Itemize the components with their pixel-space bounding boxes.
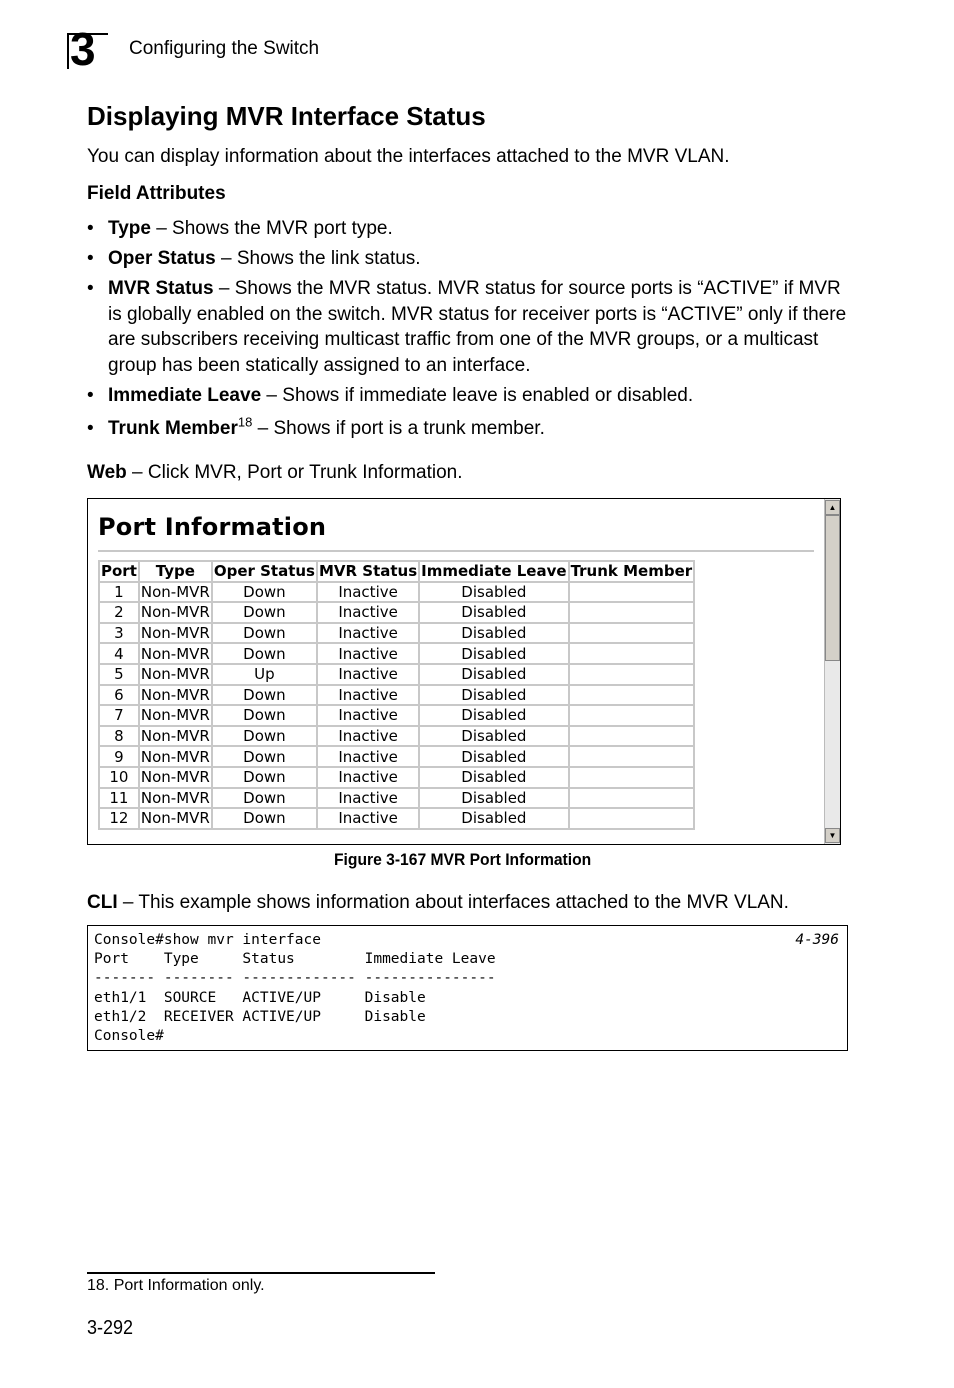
table-row bbox=[99, 643, 694, 664]
attribute-desc: – Shows if port is a trunk member. bbox=[252, 418, 545, 439]
cell-port: 12 bbox=[99, 808, 139, 829]
cell-mvr-status: Inactive bbox=[317, 767, 419, 788]
cell-oper-status: Down bbox=[212, 788, 317, 809]
cell-mvr-status: Inactive bbox=[317, 705, 419, 726]
cell-immediate-leave: Disabled bbox=[419, 602, 568, 623]
cell-trunk-member bbox=[569, 664, 695, 685]
cell-oper-status: Up bbox=[212, 664, 317, 685]
cell-port: 4 bbox=[99, 643, 139, 664]
cell-mvr-status: Inactive bbox=[317, 582, 419, 603]
attribute-mvr-status: • MVR Status – Shows the MVR status. MVR status for source ports is “ACTIVE” if MVR is globally enabled on the switch. MVR status for receiver ports is “ACTIVE” only if there are subscribers receiving multicast traffic from one of the MVR groups, or a multicast group has been statically assigned to an interface. bbox=[87, 278, 847, 376]
cli-label: CLI bbox=[87, 892, 118, 913]
section-title: Displaying MVR Interface Status bbox=[87, 101, 486, 131]
attribute-desc: – Shows the MVR port type. bbox=[150, 218, 393, 239]
cell-immediate-leave: Disabled bbox=[419, 767, 568, 788]
cell-type: Non-MVR bbox=[140, 727, 210, 746]
cell-mvr-status: Inactive bbox=[317, 602, 419, 623]
cell-type: Non-MVR bbox=[140, 809, 210, 828]
col-trunk-member: Trunk Member bbox=[570, 562, 693, 581]
table-row bbox=[99, 685, 694, 706]
figure-caption: Figure 3-167 MVR Port Information bbox=[334, 850, 592, 869]
attribute-term: Oper Status bbox=[108, 248, 216, 269]
title-divider bbox=[98, 550, 814, 552]
attribute-desc: – Shows the link status. bbox=[215, 248, 421, 269]
cell-immediate-leave: Disabled bbox=[419, 643, 568, 664]
port-table-body bbox=[99, 582, 694, 829]
attribute-list bbox=[87, 216, 857, 446]
port-table bbox=[98, 560, 695, 830]
attribute-term: Type bbox=[108, 218, 151, 239]
cell-type: Non-MVR bbox=[140, 788, 210, 807]
attribute-desc: – Shows the MVR status. MVR status for source ports is “ACTIVE” if MVR is globally enabled on the switch. MVR status for receiver ports is “ACTIVE” only if there are subscribers receiving multicast traffic from one of the MVR groups, or a multicast group has been statically assigned to an interface. bbox=[108, 278, 847, 376]
web-text: – Click MVR, Port or Trunk Information. bbox=[126, 462, 463, 483]
running-title: Configuring the Switch bbox=[129, 38, 320, 59]
cli-text: – This example shows information about interfaces attached to the MVR VLAN. bbox=[117, 892, 789, 913]
cell-type: Non-MVR bbox=[140, 768, 210, 787]
cell-oper-status: Down bbox=[212, 705, 317, 726]
chapter-number: 3 bbox=[70, 23, 96, 75]
cell-trunk-member bbox=[569, 746, 695, 767]
cell-type: Non-MVR bbox=[140, 665, 210, 684]
cell-type: Non-MVR bbox=[140, 624, 210, 643]
cell-trunk-member bbox=[569, 623, 695, 644]
cell-oper-status: Down bbox=[212, 808, 317, 829]
vertical-scrollbar[interactable] bbox=[824, 499, 840, 844]
cell-mvr-status: Inactive bbox=[317, 726, 419, 747]
footnote-divider bbox=[87, 1272, 435, 1274]
attribute-type: • Type – Shows the MVR port type. bbox=[87, 218, 393, 239]
scroll-thumb[interactable] bbox=[825, 515, 840, 661]
table-row bbox=[99, 767, 694, 788]
col-type: Type bbox=[139, 561, 212, 582]
cell-oper-status: Down bbox=[212, 602, 317, 623]
port-table-wrap bbox=[98, 560, 695, 830]
console-example bbox=[87, 925, 848, 1051]
cell-port: 6 bbox=[99, 685, 139, 706]
scroll-up-icon[interactable]: ▲ bbox=[825, 500, 840, 515]
cell-trunk-member bbox=[569, 788, 695, 809]
command-reference: 4-396 bbox=[795, 932, 839, 948]
cell-immediate-leave: Disabled bbox=[419, 808, 568, 829]
cell-immediate-leave: Disabled bbox=[419, 726, 568, 747]
port-information-title: Port Information bbox=[98, 513, 327, 541]
web-label: Web bbox=[87, 462, 127, 483]
cell-immediate-leave: Disabled bbox=[419, 582, 568, 603]
cell-oper-status: Down bbox=[212, 623, 317, 644]
cell-trunk-member bbox=[569, 808, 695, 829]
table-row bbox=[99, 602, 694, 623]
scroll-down-icon[interactable]: ▼ bbox=[825, 828, 840, 843]
cli-instruction bbox=[87, 892, 789, 914]
cell-type: Non-MVR bbox=[140, 603, 210, 622]
cell-port: 11 bbox=[99, 788, 139, 809]
cell-trunk-member bbox=[569, 582, 695, 603]
cell-oper-status: Down bbox=[212, 746, 317, 767]
cell-trunk-member bbox=[569, 685, 695, 706]
page-number: 3-292 bbox=[87, 1317, 134, 1339]
cell-trunk-member bbox=[569, 705, 695, 726]
cell-type: Non-MVR bbox=[140, 685, 210, 704]
attribute-oper-status: • Oper Status – Shows the link status. bbox=[87, 248, 421, 269]
cell-mvr-status: Inactive bbox=[317, 746, 419, 767]
table-row bbox=[99, 808, 694, 829]
cell-mvr-status: Inactive bbox=[317, 623, 419, 644]
cell-port: 5 bbox=[99, 664, 139, 685]
web-instruction bbox=[87, 462, 463, 484]
cell-mvr-status: Inactive bbox=[317, 808, 419, 829]
cell-oper-status: Down bbox=[212, 685, 317, 706]
cell-immediate-leave: Disabled bbox=[419, 685, 568, 706]
cell-immediate-leave: Disabled bbox=[419, 788, 568, 809]
cell-immediate-leave: Disabled bbox=[419, 746, 568, 767]
cell-immediate-leave: Disabled bbox=[419, 705, 568, 726]
cell-port: 2 bbox=[99, 602, 139, 623]
col-mvr-status: MVR Status bbox=[318, 562, 418, 581]
table-row bbox=[99, 664, 694, 685]
cell-oper-status: Down bbox=[212, 767, 317, 788]
cell-port: 1 bbox=[99, 582, 139, 603]
attribute-term: Immediate Leave bbox=[108, 384, 262, 406]
cell-port: 10 bbox=[99, 767, 139, 788]
cell-port: 7 bbox=[99, 705, 139, 726]
cell-mvr-status: Inactive bbox=[317, 643, 419, 664]
attribute-trunk-member: • Trunk Member$^{18}$ – Shows if port is a trunk member. bbox=[87, 414, 545, 439]
cell-port: 3 bbox=[99, 623, 139, 644]
table-row bbox=[99, 726, 694, 747]
table-row bbox=[99, 746, 694, 767]
table-row bbox=[99, 705, 694, 726]
cell-mvr-status: Inactive bbox=[317, 685, 419, 706]
port-information-screenshot bbox=[87, 498, 841, 845]
cell-trunk-member bbox=[569, 602, 695, 623]
field-attributes-heading: Field Attributes bbox=[87, 183, 226, 204]
cell-type: Non-MVR bbox=[140, 582, 210, 601]
table-header-row bbox=[99, 561, 694, 582]
attribute-term: Trunk Member bbox=[108, 418, 238, 439]
cell-mvr-status: Inactive bbox=[317, 664, 419, 685]
cell-trunk-member bbox=[569, 643, 695, 664]
cell-oper-status: Down bbox=[212, 643, 317, 664]
cell-mvr-status: Inactive bbox=[317, 788, 419, 809]
table-row bbox=[99, 788, 694, 809]
cell-port: 8 bbox=[99, 726, 139, 747]
attribute-immediate-leave: • Immediate Leave – Shows if immediate leave is enabled or disabled. bbox=[87, 384, 694, 406]
cell-immediate-leave: Disabled bbox=[419, 623, 568, 644]
cell-type: Non-MVR bbox=[140, 747, 210, 766]
table-row bbox=[99, 623, 694, 644]
col-port: Port bbox=[101, 562, 137, 581]
cell-type: Non-MVR bbox=[140, 644, 210, 663]
col-immediate-leave: Immediate Leave bbox=[421, 562, 567, 581]
cell-oper-status: Down bbox=[212, 726, 317, 747]
cell-immediate-leave: Disabled bbox=[419, 664, 568, 685]
col-oper-status: Oper Status bbox=[213, 562, 315, 581]
intro-paragraph: You can display information about the interfaces attached to the MVR VLAN. bbox=[87, 146, 730, 167]
cell-oper-status: Down bbox=[212, 582, 317, 603]
cell-trunk-member bbox=[569, 767, 695, 788]
footnote-ref[interactable]: 18 bbox=[237, 414, 253, 430]
console-output: Console#show mvr interface Port Type Status Immediate Leave ------- -------- ------------- --------------- eth1/1 SOURCE ACTIVE/UP Disable eth1/2 RECEIVER ACTIVE/UP Disable Console# bbox=[94, 932, 496, 1045]
table-row bbox=[99, 582, 694, 603]
cell-type: Non-MVR bbox=[140, 706, 210, 725]
attribute-term: MVR Status bbox=[108, 278, 214, 299]
cell-trunk-member bbox=[569, 726, 695, 747]
cell-port: 9 bbox=[99, 746, 139, 767]
footnote: 18. Port Information only. bbox=[87, 1277, 265, 1294]
attribute-desc: – Shows if immediate leave is enabled or disabled. bbox=[261, 384, 694, 406]
